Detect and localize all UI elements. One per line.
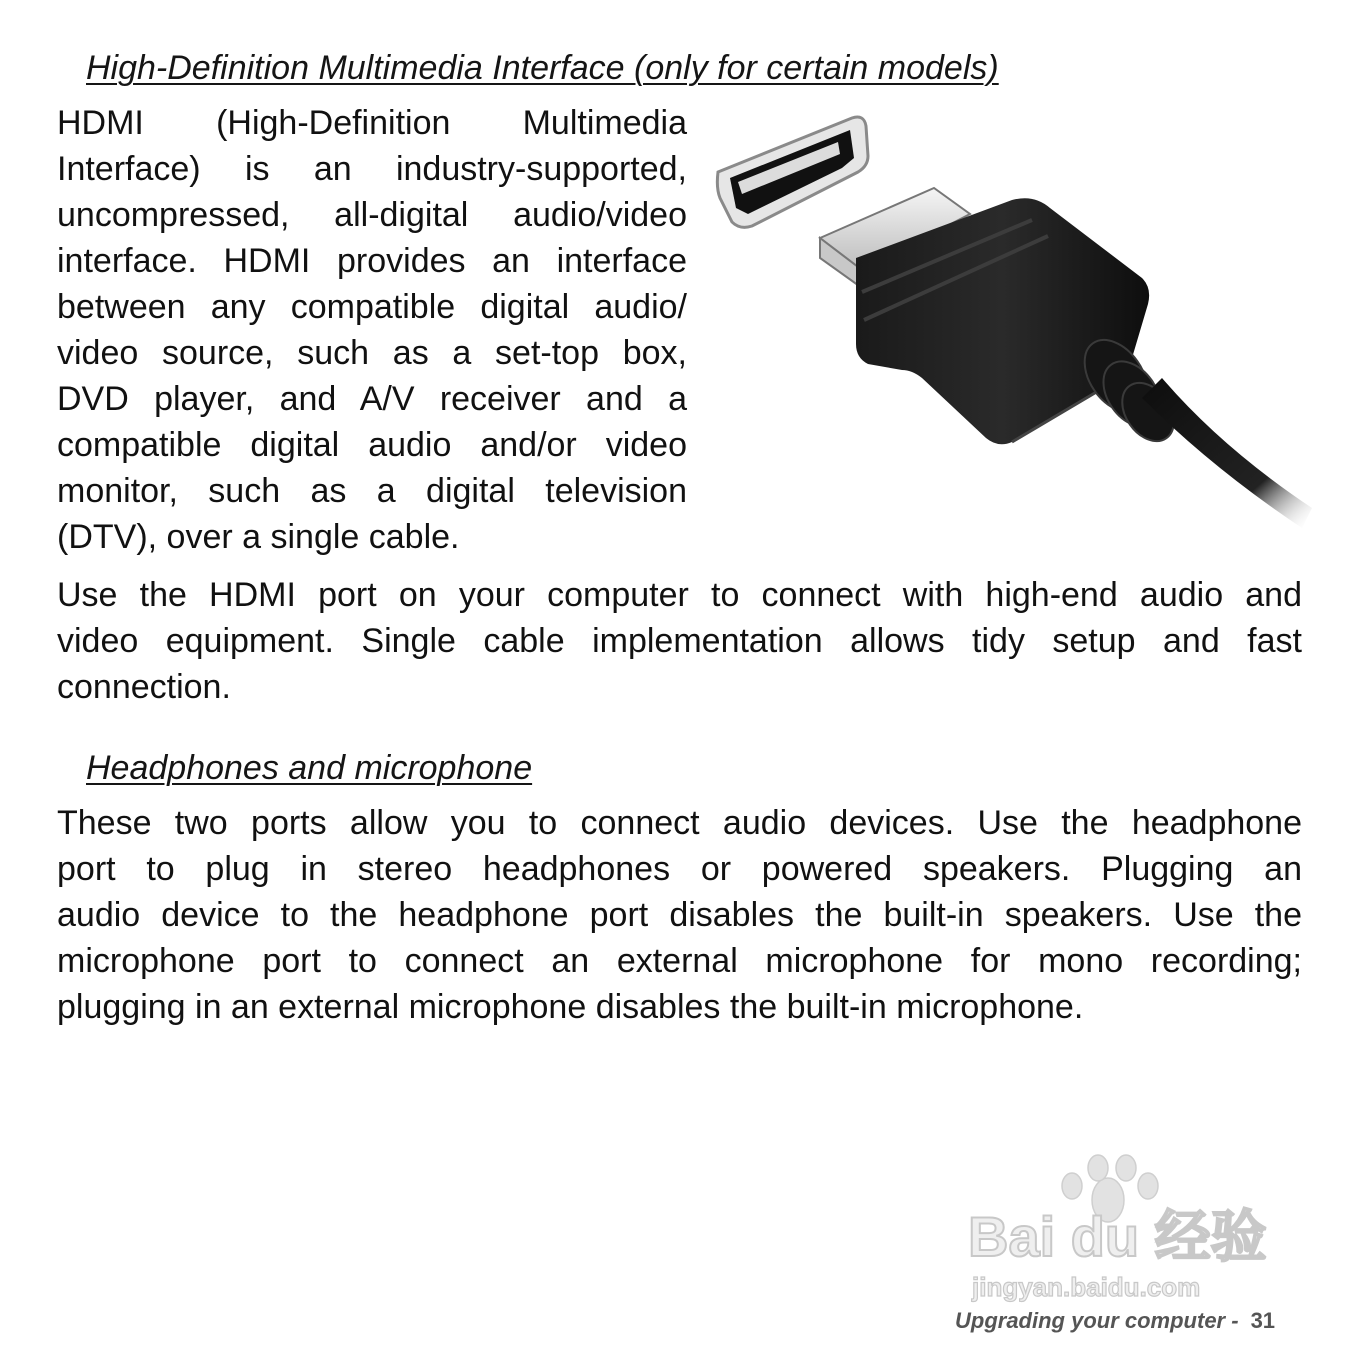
watermark-url-text: jingyan.baidu.com [972,1272,1201,1302]
hdmi-section-heading: High-Definition Multimedia Interface (only for certain models) [86,49,999,87]
hdmi-usage-line: video equipment. Single cable implementation allows tidy setup and fast [57,622,1302,660]
hdmi-usage-line: Use the HDMI port on your computer to connect with high-end audio and [57,576,1302,614]
footer-section-title: Upgrading your computer - [955,1308,1239,1333]
audio-line: plugging in an external microphone disables the built-in microphone. [57,988,1084,1026]
hdmi-connector-icon [712,108,1312,538]
baidu-watermark-logo [950,1150,1290,1310]
audio-line: port to plug in stereo headphones or powered speakers. Plugging an [57,850,1302,888]
audio-line: microphone port to connect an external microphone for mono recording; [57,942,1302,980]
hdmi-intro-line: compatible digital audio and/or video [57,426,687,464]
audio-line: These two ports allow you to connect audio devices. Use the headphone [57,804,1302,842]
hdmi-usage-paragraph [57,572,1302,710]
page-number: 31 [1250,1308,1276,1333]
hdmi-intro-line: DVD player, and A/V receiver and a [57,380,687,418]
hdmi-intro-line: monitor, such as a digital television [57,472,687,510]
hdmi-intro-paragraph [57,100,687,560]
hdmi-intro-line: interface. HDMI provides an interface [57,242,687,280]
watermark-brand-text: Bai du 经验 [968,1205,1267,1268]
hdmi-port-icon [717,117,868,227]
hdmi-intro-line: uncompressed, all-digital audio/video [57,196,687,234]
page-footer [955,1308,1275,1334]
hdmi-intro-line: Interface) is an industry-supported, [57,150,687,188]
hdmi-intro-line: (DTV), over a single cable. [57,518,460,556]
hdmi-intro-line: video source, such as a set-top box, [57,334,687,372]
audio-line: audio device to the headphone port disables the built-in speakers. Use the [57,896,1302,934]
hdmi-usage-line: connection. [57,668,231,706]
audio-section-heading: Headphones and microphone [86,749,533,787]
hdmi-intro-line: HDMI (High-Definition Multimedia [57,104,687,142]
audio-paragraph [57,800,1302,1030]
hdmi-intro-line: between any compatible digital audio/ [57,288,687,326]
